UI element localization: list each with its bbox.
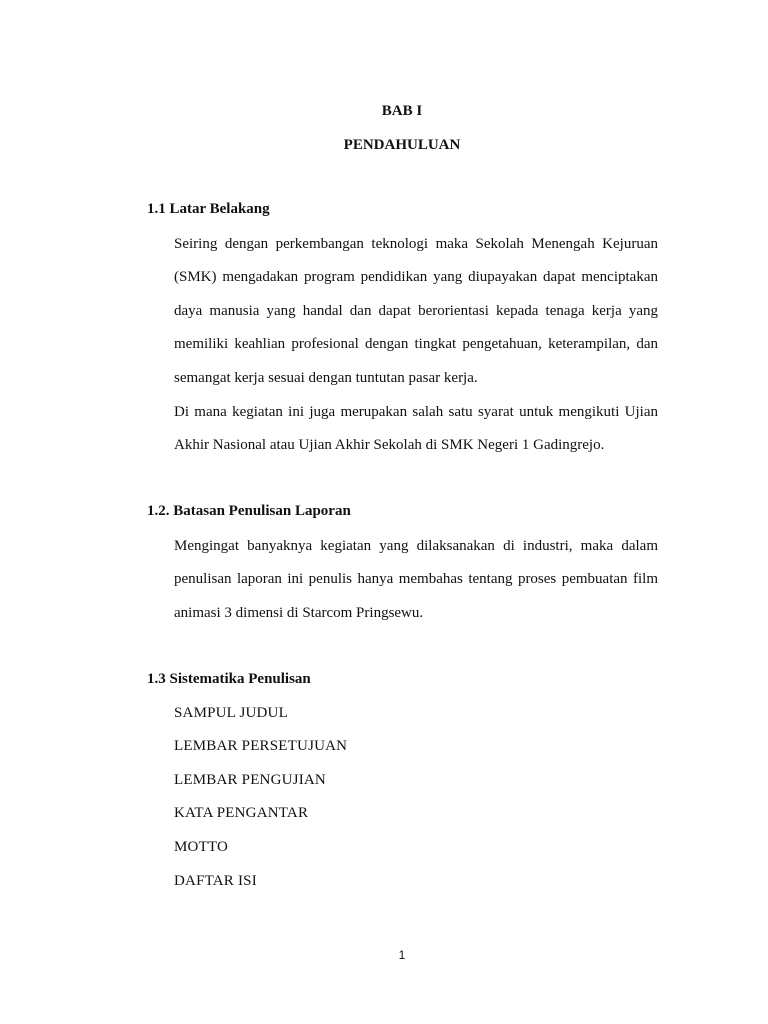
section-heading-batasan-penulisan: 1.2. Batasan Penulisan Laporan [147,503,351,519]
paragraph-line: memiliki keahlian profesional dengan tingkat pengetahuan, keterampilan, dan [174,336,658,352]
paragraph-line: Di mana kegiatan ini juga merupakan salah satu syarat untuk mengikuti Ujian [174,404,658,420]
chapter-number: BAB I [381,103,423,119]
paragraph-line: daya manusia yang handal dan dapat berorientasi kepada tenaga kerja yang [174,303,658,319]
paragraph-line: penulisan laporan ini penulis hanya membahas tentang proses pembuatan film [174,571,658,587]
list-item: LEMBAR PENGUJIAN [174,772,326,788]
paragraph-line: (SMK) mengadakan program pendidikan yang diupayakan dapat menciptakan [174,269,658,285]
section-heading-sistematika-penulisan: 1.3 Sistematika Penulisan [147,671,311,687]
section-heading-latar-belakang: 1.1 Latar Belakang [147,201,270,217]
list-item: LEMBAR PERSETUJUAN [174,738,348,754]
paragraph-line: Seiring dengan perkembangan teknologi maka Sekolah Menengah Kejuruan [174,236,658,252]
list-item: MOTTO [174,839,229,855]
list-item: KATA PENGANTAR [174,805,309,821]
page-number: 1 [398,948,406,962]
list-item: SAMPUL JUDUL [174,705,288,721]
paragraph-line: animasi 3 dimensi di Starcom Pringsewu. [174,605,424,621]
paragraph-line: Akhir Nasional atau Ujian Akhir Sekolah di SMK Negeri 1 Gadingrejo. [174,437,605,453]
paragraph-line: semangat kerja sesuai dengan tuntutan pasar kerja. [174,370,478,386]
chapter-title: PENDAHULUAN [343,137,461,153]
paragraph-line: Mengingat banyaknya kegiatan yang dilaksanakan di industri, maka dalam [174,538,658,554]
list-item: DAFTAR ISI [174,873,257,889]
